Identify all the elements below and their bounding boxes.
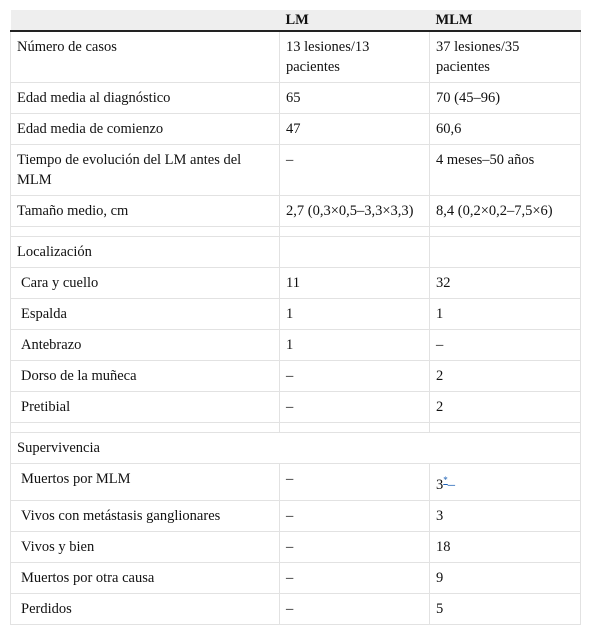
row-label: Tiempo de evolución del LM antes del MLM xyxy=(11,145,280,196)
table-row xyxy=(11,299,581,330)
row-mlm-value: 4 meses–50 años xyxy=(430,145,581,196)
comparison-table xyxy=(10,10,581,625)
footnote-link[interactable]: * xyxy=(443,475,448,485)
row-label: Antebrazo xyxy=(11,330,280,361)
row-label: Cara y cuello xyxy=(11,268,280,299)
row-lm-value: – xyxy=(280,500,430,531)
header-mlm: MLM xyxy=(430,10,581,31)
footnote-dash: – xyxy=(447,476,455,493)
table-row xyxy=(11,196,581,227)
row-lm-value: – xyxy=(280,562,430,593)
row-mlm-value: 9 xyxy=(430,562,581,593)
table-row xyxy=(11,361,581,392)
row-lm-value: – xyxy=(280,361,430,392)
row-label: Muertos por MLM xyxy=(11,464,280,501)
spacer-row xyxy=(11,227,581,237)
table-header-row xyxy=(11,10,581,31)
row-mlm-value: – xyxy=(430,330,581,361)
section-header-row xyxy=(11,433,581,464)
row-label: Tamaño medio, cm xyxy=(11,196,280,227)
row-lm-value: 13 lesiones/13 pacientes xyxy=(280,31,430,83)
row-label: Muertos por otra causa xyxy=(11,562,280,593)
row-lm-value: – xyxy=(280,145,430,196)
table-row xyxy=(11,531,581,562)
row-mlm-value xyxy=(430,464,581,501)
row-mlm-value: 60,6 xyxy=(430,114,581,145)
row-mlm-value: 5 xyxy=(430,593,581,624)
spacer-row xyxy=(11,423,581,433)
table-row xyxy=(11,268,581,299)
row-label: Edad media de comienzo xyxy=(11,114,280,145)
row-label: Vivos y bien xyxy=(11,531,280,562)
row-label: Edad media al diagnóstico xyxy=(11,83,280,114)
section-title-localizacion: Localización xyxy=(11,237,280,268)
section-title-supervivencia: Supervivencia xyxy=(11,433,581,464)
table-row xyxy=(11,114,581,145)
header-empty-cell xyxy=(11,10,280,31)
section-header-row xyxy=(11,237,581,268)
row-mlm-value: 37 lesiones/35 pacientes xyxy=(430,31,581,83)
row-mlm-value: 2 xyxy=(430,361,581,392)
row-lm-value: 2,7 (0,3×0,5–3,3×3,3) xyxy=(280,196,430,227)
row-mlm-value: 18 xyxy=(430,531,581,562)
row-mlm-value: 32 xyxy=(430,268,581,299)
header-lm: LM xyxy=(280,10,430,31)
row-mlm-value: 8,4 (0,2×0,2–7,5×6) xyxy=(430,196,581,227)
row-label: Espalda xyxy=(11,299,280,330)
row-label: Pretibial xyxy=(11,392,280,423)
table-row xyxy=(11,392,581,423)
table-row xyxy=(11,500,581,531)
row-label: Perdidos xyxy=(11,593,280,624)
comparison-table-container xyxy=(10,10,580,625)
row-lm-value: – xyxy=(280,392,430,423)
table-row xyxy=(11,562,581,593)
row-mlm-value: 3 xyxy=(430,500,581,531)
row-lm-value: – xyxy=(280,464,430,501)
row-lm-value: 11 xyxy=(280,268,430,299)
row-mlm-value: 1 xyxy=(430,299,581,330)
row-label: Dorso de la muñeca xyxy=(11,361,280,392)
table-row xyxy=(11,145,581,196)
table-row xyxy=(11,593,581,624)
row-mlm-value: 2 xyxy=(430,392,581,423)
row-label: Número de casos xyxy=(11,31,280,83)
row-lm-value: 65 xyxy=(280,83,430,114)
mlm-value-text: 3 xyxy=(436,476,444,493)
row-lm-value: 1 xyxy=(280,330,430,361)
row-lm-value: – xyxy=(280,593,430,624)
row-label: Vivos con metástasis ganglionares xyxy=(11,500,280,531)
table-row xyxy=(11,83,581,114)
row-lm-value: 1 xyxy=(280,299,430,330)
table-row xyxy=(11,330,581,361)
table-row xyxy=(11,464,581,501)
row-lm-value: 47 xyxy=(280,114,430,145)
row-lm-value: – xyxy=(280,531,430,562)
row-mlm-value: 70 (45–96) xyxy=(430,83,581,114)
table-row xyxy=(11,31,581,83)
